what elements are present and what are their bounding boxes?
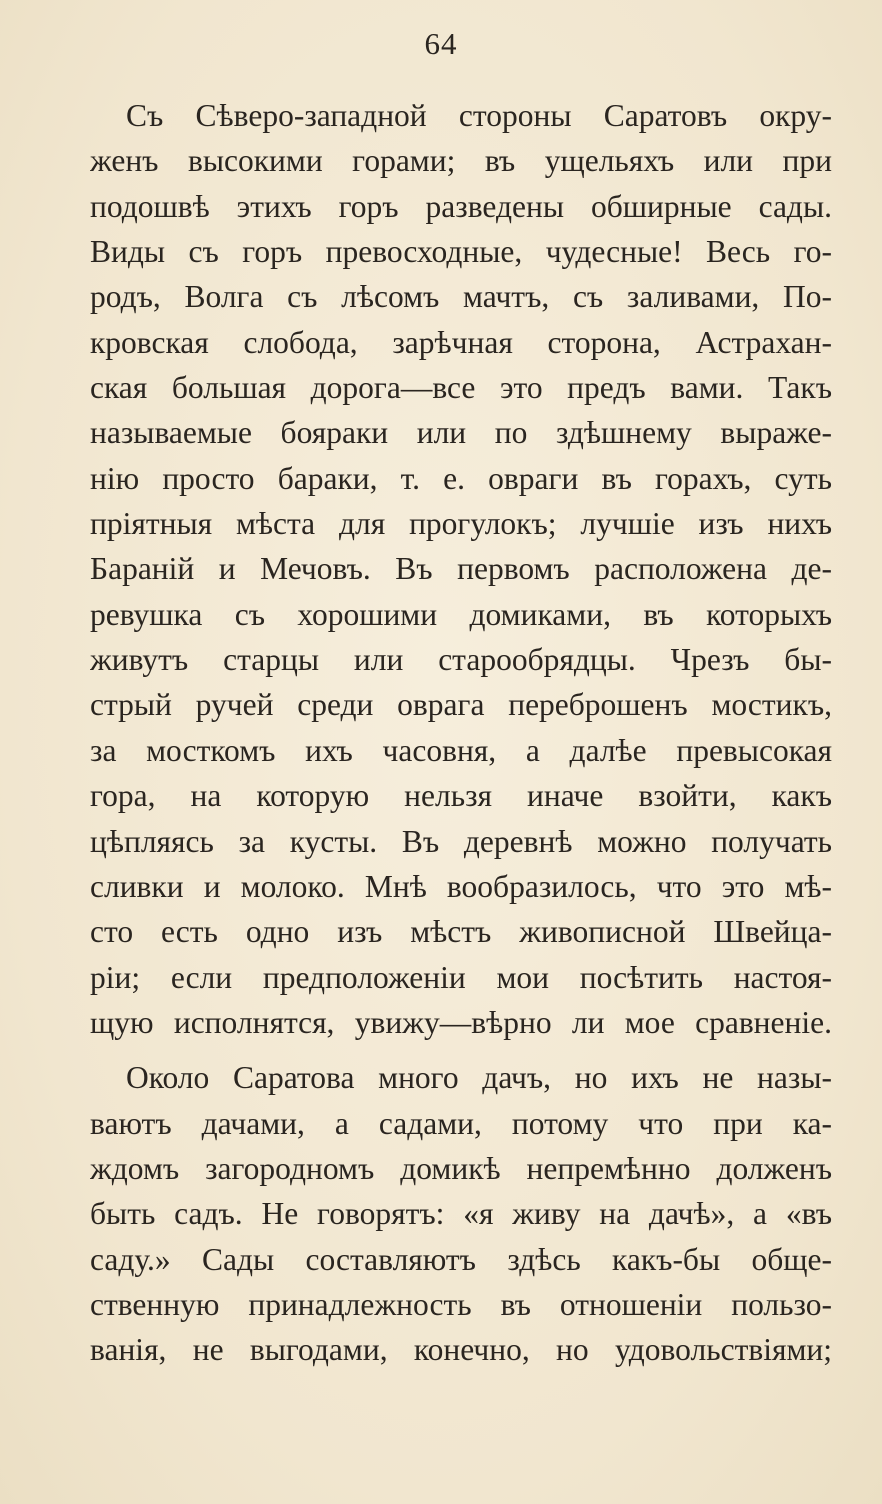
text-line: щую исполнятся, увижу—вѣрно ли мое сравненіе. (90, 1004, 832, 1040)
page-text (90, 93, 832, 1373)
text-line: Съ Сѣверо-западной стороны Саратовъ окру- (126, 98, 832, 133)
text-line: саду.» Сады составляютъ здѣсь какъ-бы обще- (90, 1241, 832, 1277)
text-line: ваютъ дачами, а садами, потому что при ка- (90, 1105, 832, 1141)
page-number: 64 (424, 26, 458, 61)
text-line: подошвѣ этихъ горъ разведены обширные сады. (90, 188, 832, 224)
text-line: ріи; если предположеніи мои посѣтить настоя- (90, 959, 832, 995)
text-line: сто есть одно изъ мѣстъ живописной Швейца- (90, 914, 832, 950)
paragraph-1 (90, 93, 832, 1045)
text-line: ская большая дорога—все это предъ вами. Такъ (90, 370, 832, 406)
text-line: родъ, Волга съ лѣсомъ мачтъ, съ заливами, По- (90, 279, 832, 315)
text-line: за мосткомъ ихъ часовня, а далѣе превысокая (90, 732, 832, 768)
text-line: пріятныя мѣста для прогулокъ; лучшіе изъ нихъ (90, 506, 832, 542)
text-line: живутъ старцы или старообрядцы. Чрезъ бы- (90, 642, 832, 678)
text-line: ждомъ загородномъ домикѣ непремѣнно долженъ (90, 1150, 832, 1186)
text-line: женъ высокими горами; въ ущельяхъ или при (90, 143, 832, 179)
text-line: быть садъ. Не говорятъ: «я живу на дачѣ», а «въ (90, 1196, 832, 1232)
text-line: Около Саратова много дачъ, но ихъ не назы- (126, 1060, 832, 1096)
paragraph-gap (90, 1045, 832, 1055)
text-line: Бараній и Мечовъ. Въ первомъ расположена де- (90, 551, 832, 587)
text-line: кровская слобода, зарѣчная сторона, Астрахан- (90, 324, 832, 360)
text-line: стрый ручей среди оврага переброшенъ мостикъ, (90, 687, 832, 723)
text-line: нію просто бараки, т. е. овраги въ горахъ, суть (90, 460, 832, 496)
text-line: ванія, не выгодами, конечно, но удовольствіями; (90, 1332, 832, 1368)
text-line: ревушка съ хорошими домиками, въ которыхъ (90, 596, 832, 632)
text-line: сливки и молоко. Мнѣ вообразилось, что это мѣ- (90, 868, 832, 904)
paragraph-2 (90, 1055, 832, 1372)
text-line: ственную принадлежность въ отношеніи пользо- (90, 1286, 832, 1322)
text-line: Виды съ горъ превосходные, чудесные! Весь го- (90, 234, 832, 270)
text-line: гора, на которую нельзя иначе взойти, какъ (90, 778, 832, 814)
text-line: называемые бояраки или по здѣшнему выраже- (90, 415, 832, 451)
text-line: цѣпляясь за кусты. Въ деревнѣ можно получать (90, 823, 832, 859)
